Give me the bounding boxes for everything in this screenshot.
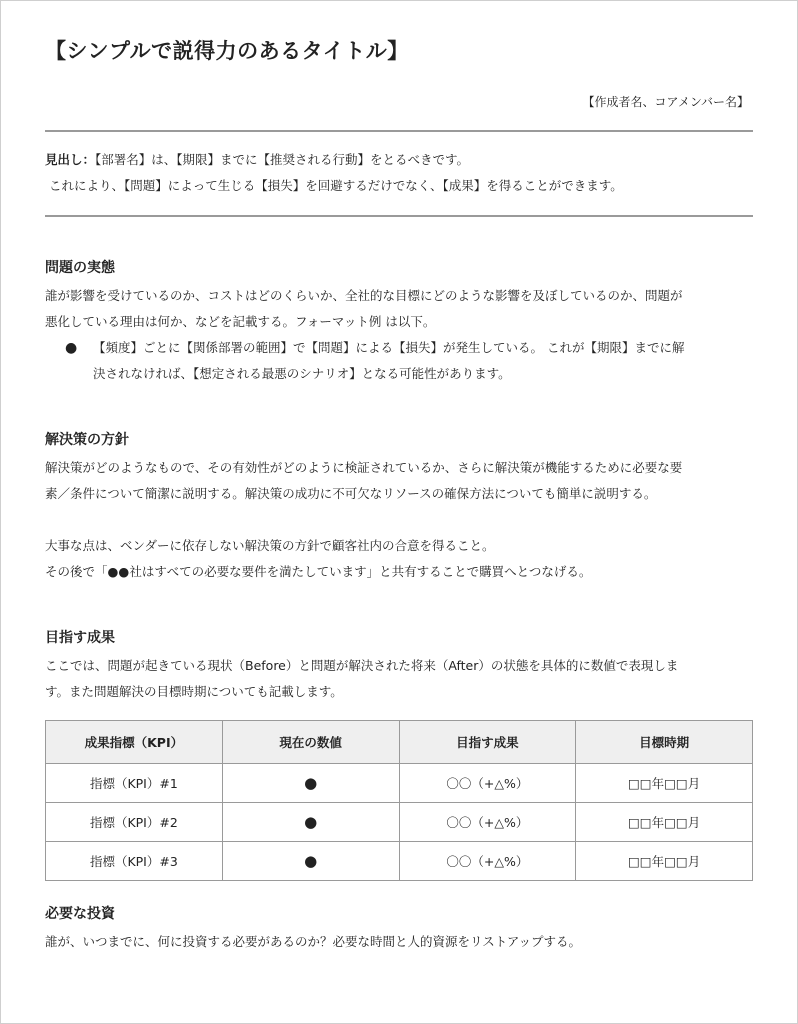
table-cell: 〇〇（+△%） <box>399 803 576 842</box>
section-solution <box>45 429 759 585</box>
author-line: 【作成者名、コアメンバー名】 <box>582 95 749 109</box>
table-cell: □□年□□月 <box>576 764 753 803</box>
section-heading-solution: 解決策の方針 <box>45 432 129 448</box>
table-cell: 〇〇（+△%） <box>399 764 576 803</box>
bullet-dot: ● <box>65 340 78 356</box>
table-row <box>46 764 753 803</box>
paragraph: 素／条件について簡潔に説明する。解決策の成功に不可欠なリソースの確保方法についても簡単に説明する。 <box>45 486 657 501</box>
section-heading-investment: 必要な投資 <box>45 906 115 922</box>
paragraph: 悪化している理由は何か、などを記載する。フォーマット例 は以下。 <box>45 314 436 329</box>
table-cell: 指標（KPI）#1 <box>46 764 223 803</box>
summary-line-2 <box>45 173 753 199</box>
table-row <box>46 803 753 842</box>
bullet-item <box>45 335 759 387</box>
column-header: 成果指標（KPI） <box>46 721 223 764</box>
section-results <box>45 627 759 705</box>
kpi-table <box>45 720 753 881</box>
summary-text-2: これにより、【問題】によって生じる【損失】を回避するだけでなく、【成果】を得ることができます。 <box>48 178 623 193</box>
summary-lead: 見出し： <box>45 152 96 167</box>
table-cell: ● <box>222 803 399 842</box>
divider-bottom <box>45 215 753 217</box>
table-cell: ● <box>222 764 399 803</box>
bullet-text-2: 決されなければ、【想定される最悪のシナリオ】となる可能性があります。 <box>93 366 511 381</box>
paragraph: その後で「●●社はすべての必要な要件を満たしています」と共有することで購買へとつなげる。 <box>45 564 592 579</box>
table-cell: ● <box>222 842 399 881</box>
section-investment <box>45 903 759 955</box>
table-cell: 指標（KPI）#3 <box>46 842 223 881</box>
paragraph: 解決策がどのようなもので、その有効性がどのように検証されているか、さらに解決策が機能するために必要な要 <box>45 460 683 475</box>
table-header-row <box>46 721 753 764</box>
section-problem <box>45 257 759 387</box>
table-cell: □□年□□月 <box>576 842 753 881</box>
paragraph: 誰が、いつまでに、何に投資する必要があるのか？必要な時間と人的資源をリストアップする。 <box>45 934 582 949</box>
bullet-text-1: 【頻度】ごとに【関係部署の範囲】で【問題】による【損失】が発生している。 これが【期限】までに解 <box>93 340 685 355</box>
summary-text-1: 【部署名】は、【期限】までに【推奨される行動】をとるべきです。 <box>95 152 470 167</box>
table-cell: 〇〇（+△%） <box>399 842 576 881</box>
summary-line-1 <box>45 147 753 173</box>
paragraph: 誰が影響を受けているのか、コストはどのくらいか、全社的な目標にどのような影響を及ぼしているのか、問題が <box>45 288 683 303</box>
table-cell: 指標（KPI）#2 <box>46 803 223 842</box>
section-heading-results: 目指す成果 <box>45 630 115 646</box>
table-row <box>46 842 753 881</box>
paragraph: 大事な点は、ベンダーに依存しない解決策の方針で顧客社内の合意を得ること。 <box>45 538 495 553</box>
paragraph: す。また問題解決の目標時期についても記載します。 <box>45 684 343 699</box>
summary-block <box>45 147 753 199</box>
column-header: 現在の数値 <box>222 721 399 764</box>
column-header: 目指す成果 <box>399 721 576 764</box>
section-heading-problem: 問題の実態 <box>45 260 115 276</box>
table-cell: □□年□□月 <box>576 803 753 842</box>
document-title: 【シンプルで説得力のあるタイトル】 <box>45 39 409 63</box>
spacer <box>45 507 759 533</box>
column-header: 目標時期 <box>576 721 753 764</box>
paragraph: ここでは、問題が起きている現状（Before）と問題が解決された将来（After）の状態を具体的に数値で表現しま <box>45 658 679 673</box>
divider-top <box>45 130 753 132</box>
